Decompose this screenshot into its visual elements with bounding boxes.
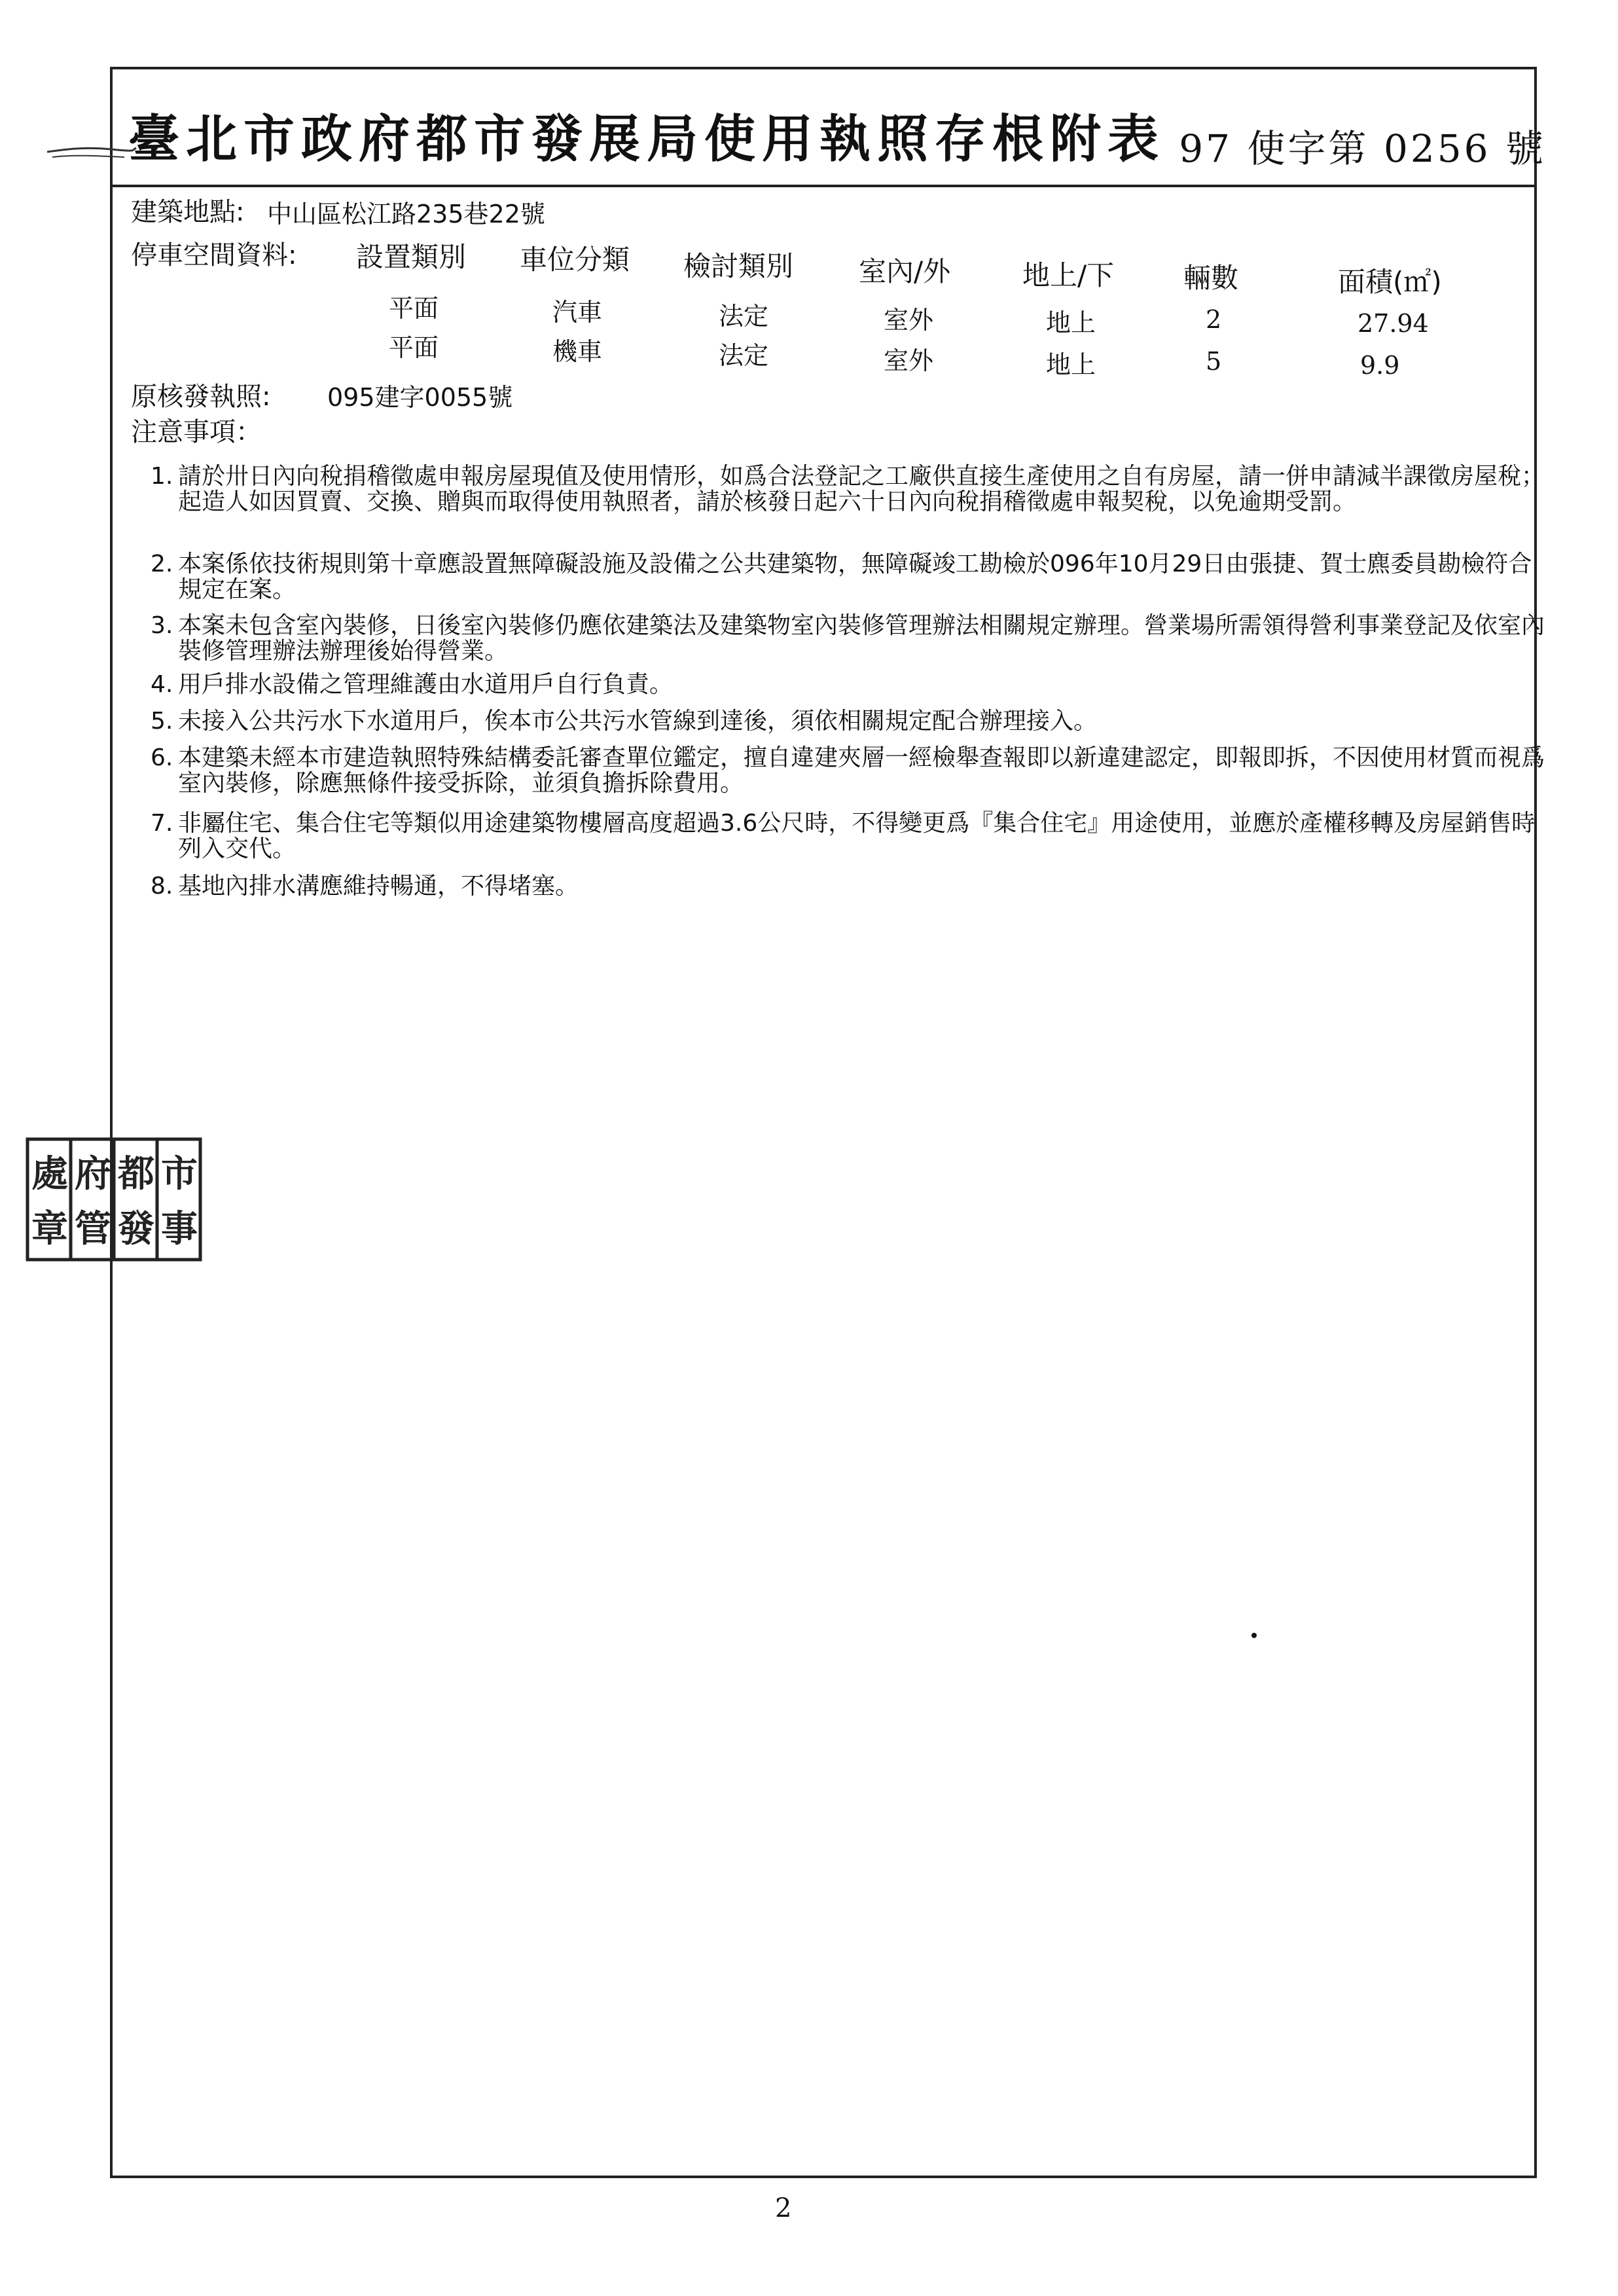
note-text: 用戶排水設備之管理維護由水道用戶自行負責。 [178,671,674,698]
header-divider [110,185,1537,187]
note-text: 未接入公共污水下水道用戶，俟本市公共污水管線到達後，須依相關規定配合辦理接入。 [178,708,1098,735]
col-header-area: 面積(㎡) [1338,266,1442,298]
parking-row2-setting-type: 平面 [389,333,439,362]
note-item [151,745,1545,796]
note-number: 5. [151,708,173,735]
original-license-value: 095建字0055號 [327,383,513,412]
note-text: 本建築未經本市建造執照特殊結構委託審查單位鑑定，擅自違建夾層一經檢舉查報即以新違建認定，即報即拆，不因使用材質而視爲室內裝修，除應無條件接受拆除，並須負擔拆除費用。 [178,744,1545,797]
svg-text:事: 事 [161,1208,198,1250]
parking-row1-setting-type: 平面 [389,294,439,323]
note-number: 6. [151,744,173,771]
svg-text:府: 府 [75,1153,111,1195]
page-number: 2 [775,2193,792,2223]
document-number: 97 使字第 0256 號 [1179,126,1546,171]
note-number: 2. [151,551,173,577]
note-text: 請於卅日內向稅捐稽徵處申報房屋現值及使用情形，如爲合法登記之工廠供直接生產使用之自有房屋，請一併申請減半課徵房屋稅；起造人如因買賣、交換、贈與而取得使用執照者，請於核發日起六十日內向稅捐稽徵處申報契稅，以免逾期受罰。 [178,463,1545,515]
parking-row1-indoor-outdoor: 室外 [884,306,934,335]
site-address: 中山區松江路235巷22號 [267,200,545,228]
note-item [151,873,1545,899]
note-item [151,811,1545,862]
parking-row2-count: 5 [1206,347,1222,376]
parking-row2-area: 9.9 [1360,351,1400,380]
col-header-above-below: 地上/下 [1022,259,1115,291]
note-item [151,464,1545,515]
svg-text:市: 市 [161,1153,198,1195]
document-frame [110,67,1537,2178]
note-number: 3. [151,612,173,639]
svg-text:處: 處 [31,1153,68,1195]
margin-scribble [46,137,137,164]
note-number: 8. [151,873,173,900]
parking-row1-review-class: 法定 [719,302,769,331]
scan-speck [1251,1633,1257,1638]
note-text: 非屬住宅、集合住宅等類似用途建築物樓層高度超過3.6公尺時，不得變更爲『集合住宅』用途使用，並應於產權移轉及房屋銷售時列入交代。 [178,810,1536,862]
parking-row2-indoor-outdoor: 室外 [884,346,934,375]
page-title: 臺北市政府都市發展局使用執照存根附表 [128,110,1166,169]
note-text: 本案係依技術規則第十章應設置無障礙設施及設備之公共建築物，無障礙竣工勘檢於096年10月29日由張捷、賀士麃委員勘檢符合規定在案。 [178,551,1532,603]
parking-row2-above-below: 地上 [1046,350,1096,379]
svg-text:管: 管 [75,1208,111,1250]
parking-label: 停車空間資料: [131,240,297,270]
note-item [151,551,1545,602]
parking-row2-review-class: 法定 [719,341,769,370]
parking-row1-area: 27.94 [1357,309,1429,338]
parking-row1-above-below: 地上 [1046,308,1096,337]
note-text: 本案未包含室內裝修，日後室內裝修仍應依建築法及建築物室內裝修管理辦法相關規定辦理。營業場所需領得營利事業登記及依室內裝修管理辦法辦理後始得營業。 [178,612,1545,665]
svg-text:章: 章 [31,1208,68,1250]
official-seal [25,1137,203,1262]
svg-text:發: 發 [118,1208,154,1250]
note-text: 基地內排水溝應維持暢通，不得堵塞。 [178,873,579,900]
col-header-space-class: 車位分類 [520,244,630,276]
site-label: 建築地點: [131,197,245,227]
note-item [151,613,1545,664]
parking-row1-space-class: 汽車 [552,298,603,327]
svg-text:都: 都 [118,1153,154,1195]
note-item [151,672,1545,697]
parking-row2-space-class: 機車 [552,337,603,366]
notes-heading: 注意事項： [131,417,262,447]
col-header-indoor-outdoor: 室內/外 [859,255,951,287]
col-header-count: 輛數 [1183,262,1239,294]
note-number: 7. [151,810,173,837]
col-header-review-class: 檢討類別 [683,250,794,282]
note-number: 1. [151,463,173,490]
col-header-setting-type: 設置類別 [356,241,467,273]
note-number: 4. [151,671,173,698]
original-license-label: 原核發執照: [131,382,271,412]
parking-row1-count: 2 [1206,305,1222,334]
note-item [151,708,1545,734]
